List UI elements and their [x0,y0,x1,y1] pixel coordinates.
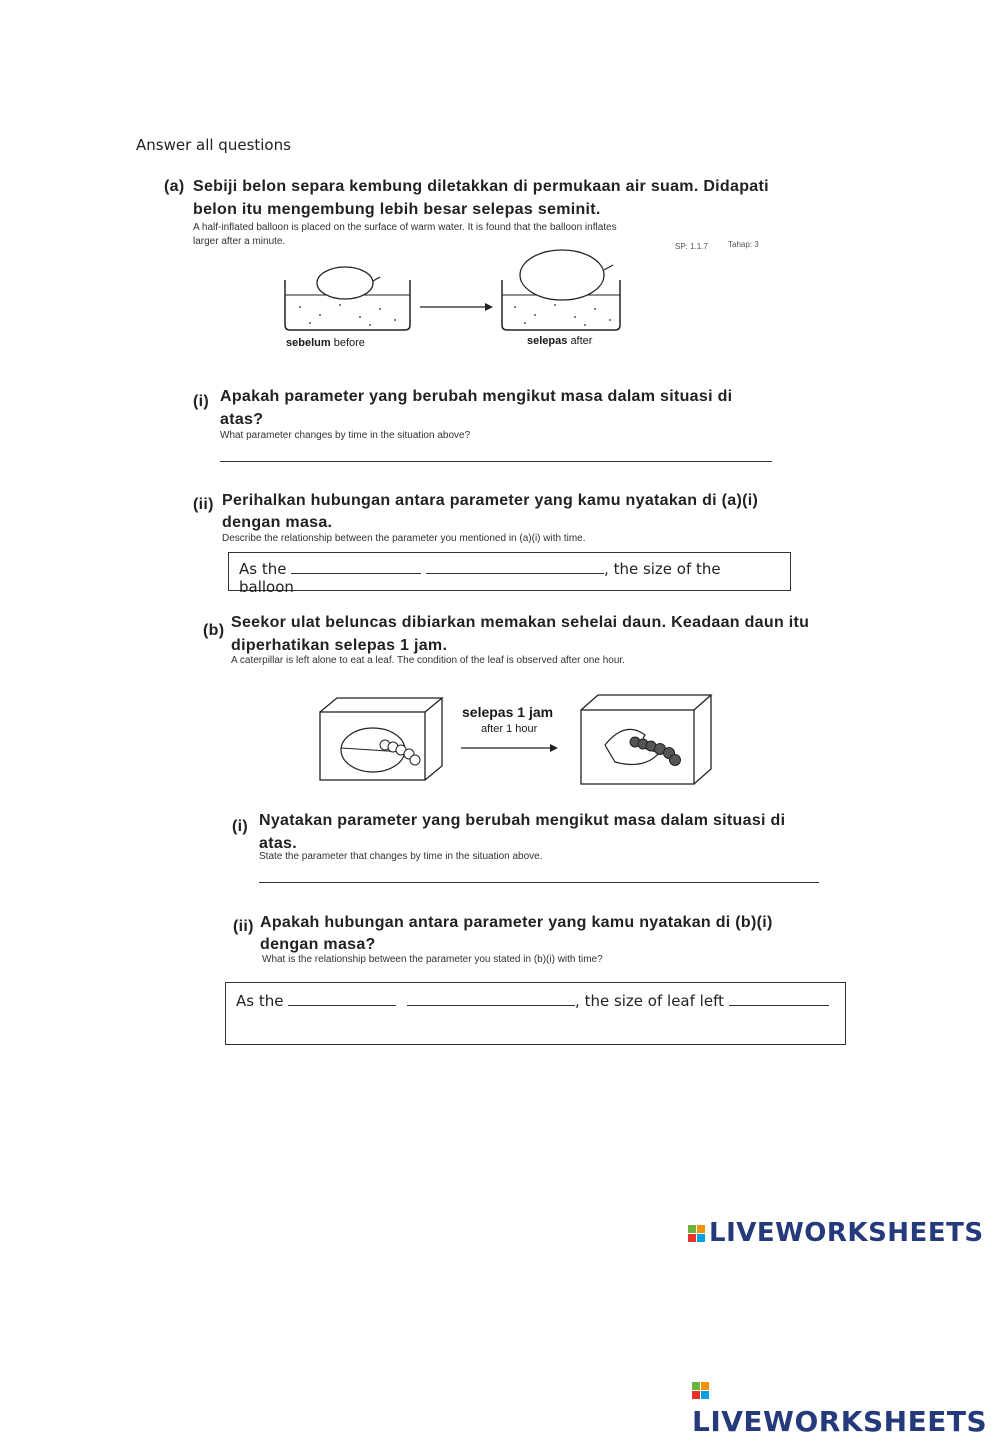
b-ii-blank-1[interactable] [288,991,396,1006]
liveworksheets-mark-icon [688,1225,705,1242]
before-label-malay: sebelum [286,337,331,349]
logo-text-top: LIVEWORKSHEETS [709,1218,984,1248]
after-label-malay: selepas [527,335,568,347]
b-i-label: (i) [232,818,249,835]
b-i-english: State the parameter that changes by time in the situation above. [259,851,543,862]
a-i-label: (i) [193,393,210,410]
b-i-malay-line1: Nyatakan parameter yang berubah mengikut masa dalam situasi di [259,812,786,829]
part-b-english: A caterpillar is left alone to eat a leaf. The condition of the leaf is observed after one hour. [231,655,625,666]
a-i-malay-line2: atas? [220,411,264,428]
arrow-b-eng: after 1 hour [481,723,538,735]
liveworksheets-logo-bottom [692,1372,1000,1438]
balloon-after-icon [520,250,613,300]
liveworksheets-mark-icon [692,1382,709,1399]
part-b-malay-line1: Seekor ulat beluncas dibiarkan memakan sehelai daun. Keadaan daun itu [231,614,810,631]
b-ii-blank-2[interactable] [407,991,575,1006]
balloon-before-icon [317,267,380,299]
a-ii-english: Describe the relationship between the parameter you mentioned in (a)(i) with time. [222,533,586,544]
part-b-malay-line2: diperhatikan selepas 1 jam. [231,637,448,654]
b-i-answer-line[interactable] [259,882,819,883]
instruction-text: Answer all questions [136,136,291,154]
b-ii-label: (ii) [233,918,254,935]
part-a-code: SP: 1.1.7 [675,242,708,251]
a-ii-answer-prefix: As the [239,560,287,578]
part-a-malay-line2: belon itu mengembung lebih besar selepas seminit. [193,201,601,218]
logo-text-bottom: LIVEWORKSHEETS [692,1405,988,1438]
after-label [527,335,592,347]
after-label-eng: after [570,335,593,347]
before-label-eng: before [333,337,365,349]
arrow-icon [420,303,493,311]
part-a-label: (a) [164,178,185,195]
b-ii-answer-middle: , the size of leaf left [575,992,724,1010]
a-ii-blank-2[interactable] [426,559,604,574]
part-a-tahap: Tahap: 3 [728,240,759,249]
a-ii-blank-1[interactable] [291,559,421,574]
liveworksheets-logo-top [688,1218,984,1248]
balloon-diagram [280,245,640,340]
a-ii-malay-line2: dengan masa. [222,514,333,531]
a-ii-malay-line1: Perihalkan hubungan antara parameter yang kamu nyatakan di (a)(i) [222,492,759,509]
a-i-english: What parameter changes by time in the situation above? [220,430,471,441]
b-ii-english: What is the relationship between the parameter you stated in (b)(i) with time? [262,954,603,965]
arrow-b-malay: selepas 1 jam [462,704,554,720]
part-a-malay-line1: Sebiji belon separa kembung diletakkan di permukaan air suam. Didapati [193,178,769,195]
a-ii-answer-suffix: , the size of the balloon [239,560,721,596]
b-i-malay-line2: atas. [259,835,297,852]
b-ii-answer-prefix: As the [236,992,284,1010]
part-a-english-line2: larger after a minute. [193,236,286,247]
b-ii-blank-3[interactable] [729,991,829,1006]
b-ii-malay-line2: dengan masa? [260,936,376,953]
arrow-b-icon [461,744,558,752]
a-i-answer-line[interactable] [220,461,772,462]
part-a-english-line1: A half-inflated balloon is placed on the surface of warm water. It is found that the balloon inflates [193,222,617,233]
part-b-label: (b) [203,622,225,639]
b-ii-malay-line1: Apakah hubungan antara parameter yang kamu nyatakan di (b)(i) [260,914,773,931]
a-ii-label: (ii) [193,496,214,513]
a-i-malay-line1: Apakah parameter yang berubah mengikut masa dalam situasi di [220,388,733,405]
a-ii-answer-box [228,552,791,596]
before-label [286,337,365,349]
b-ii-answer-box [225,982,846,1045]
